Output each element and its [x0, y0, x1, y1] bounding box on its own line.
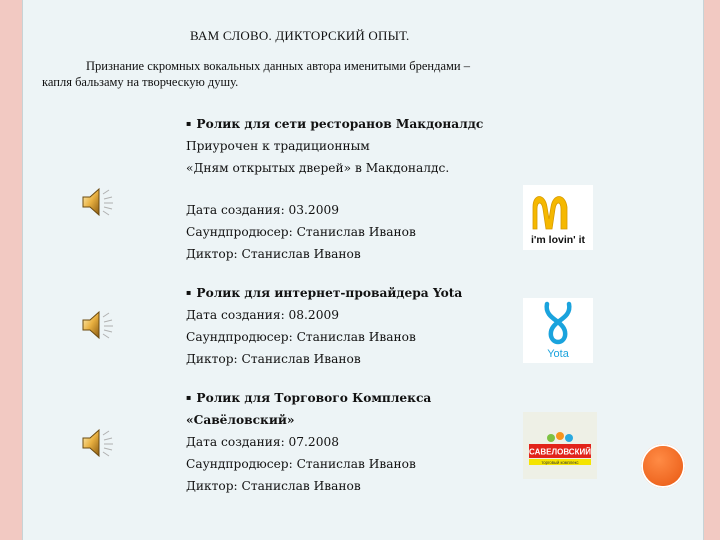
section-heading-line-2: «Савёловский» [186, 413, 295, 427]
creation-date: Дата создания: 03.2009 [186, 203, 339, 217]
right-frame-strip [702, 0, 720, 540]
section-heading-text: Ролик для интернет-провайдера Yota [196, 286, 463, 300]
speaker-icon[interactable] [80, 308, 116, 342]
mcdonalds-slogan: i'm lovin' it [531, 234, 585, 246]
mcdonalds-logo [523, 185, 593, 250]
section-heading [186, 281, 462, 304]
creation-date: Дата создания: 07.2008 [186, 435, 339, 449]
section-heading [186, 112, 483, 135]
intro-line-1: Признание скромных вокальных данных автора именитыми брендами – [86, 59, 470, 73]
section-savelovsky [186, 386, 431, 497]
speaker-icon[interactable] [80, 426, 116, 460]
decorative-orange-circle [641, 444, 685, 488]
yota-text: Yota [547, 348, 569, 360]
bullet-icon: ▪ [186, 118, 192, 128]
section-heading-text: Ролик для сети ресторанов Макдоналдс [196, 117, 484, 131]
bullet-icon: ▪ [186, 392, 192, 402]
sound-producer: Саундпродюсер: Станислав Иванов [186, 225, 416, 239]
yota-logo [523, 298, 593, 363]
announcer: Диктор: Станислав Иванов [186, 352, 361, 366]
left-frame-strip [0, 0, 22, 540]
section-yota [186, 281, 462, 370]
speaker-icon[interactable] [80, 185, 116, 219]
section-line: «Дням открытых дверей» в Макдоналдс. [186, 161, 450, 175]
section-heading [186, 386, 431, 409]
bullet-icon: ▪ [186, 287, 192, 297]
section-heading-text: Ролик для Торгового Комплекса [196, 391, 432, 405]
section-line: Приурочен к традиционным [186, 139, 370, 153]
section-mcdonalds [186, 112, 483, 265]
intro-text [42, 58, 602, 90]
savelovsky-subtitle: торговый комплекс [541, 460, 579, 465]
savelovsky-logo [523, 412, 597, 479]
creation-date: Дата создания: 08.2009 [186, 308, 339, 322]
intro-line-2: капля бальзаму на творческую душу. [42, 75, 239, 89]
sound-producer: Саундпродюсер: Станислав Иванов [186, 330, 416, 344]
sound-producer: Саундпродюсер: Станислав Иванов [186, 457, 416, 471]
slide-title: ВАМ СЛОВО. ДИКТОРСКИЙ ОПЫТ. [190, 28, 410, 43]
savelovsky-text: САВЕЛОВСКИЙ [529, 447, 591, 457]
announcer: Диктор: Станислав Иванов [186, 479, 361, 493]
announcer: Диктор: Станислав Иванов [186, 247, 361, 261]
